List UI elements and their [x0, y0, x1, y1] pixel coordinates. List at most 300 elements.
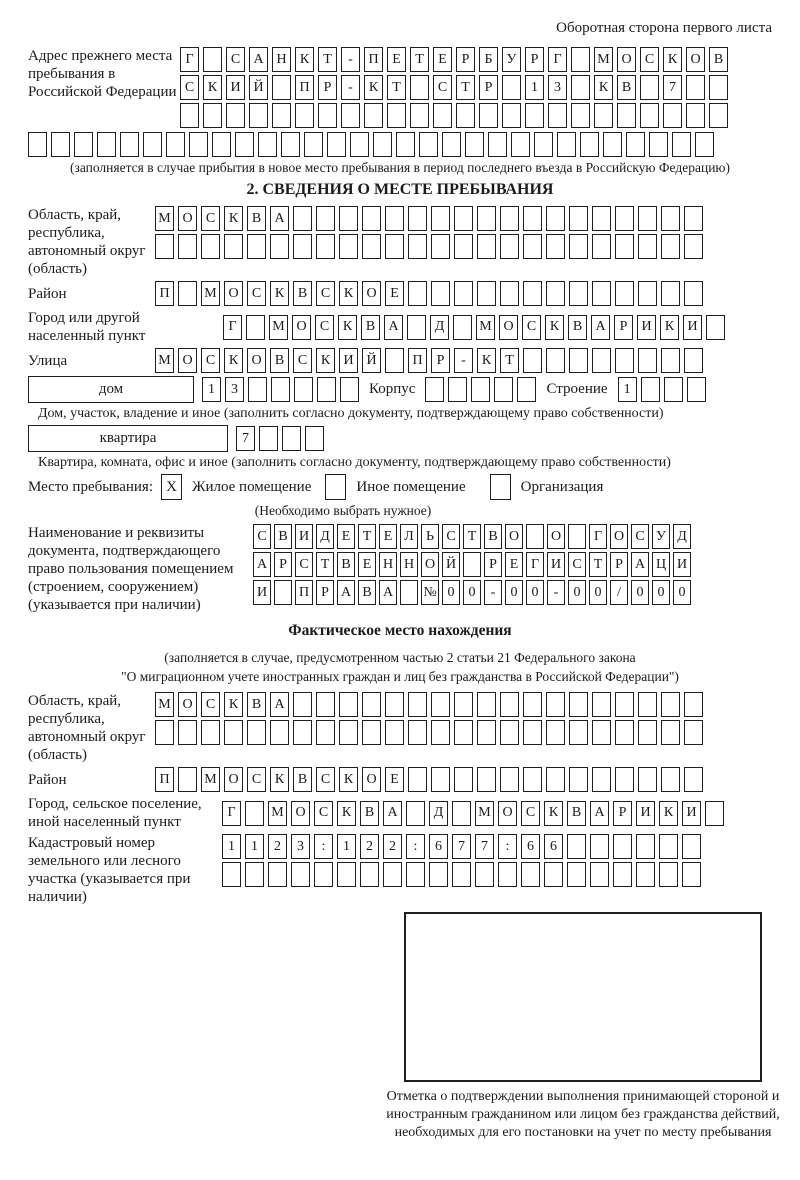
char-box[interactable] [684, 234, 703, 259]
char-box[interactable]: Р [613, 801, 632, 826]
char-box[interactable]: В [709, 47, 728, 72]
char-box[interactable]: М [201, 767, 220, 792]
char-box[interactable] [452, 801, 471, 826]
apartment-field[interactable] [28, 425, 228, 452]
char-box[interactable] [339, 720, 358, 745]
char-box[interactable] [454, 767, 473, 792]
char-box[interactable] [201, 234, 220, 259]
char-box[interactable]: С [316, 281, 335, 306]
char-box[interactable] [592, 348, 611, 373]
char-box[interactable]: Н [272, 47, 291, 72]
char-box[interactable] [120, 132, 139, 157]
char-box[interactable]: К [224, 206, 243, 231]
char-box[interactable]: С [631, 524, 649, 549]
char-box[interactable]: В [567, 801, 586, 826]
char-box[interactable]: С [226, 47, 245, 72]
char-box[interactable] [477, 234, 496, 259]
char-box[interactable]: Е [337, 524, 355, 549]
char-box[interactable] [408, 720, 427, 745]
char-box[interactable] [567, 834, 586, 859]
char-box[interactable]: М [476, 315, 495, 340]
char-box[interactable] [477, 767, 496, 792]
char-box[interactable]: Б [479, 47, 498, 72]
char-box[interactable]: М [155, 692, 174, 717]
char-box[interactable]: Т [456, 75, 475, 100]
char-box[interactable]: К [659, 801, 678, 826]
char-box[interactable] [180, 103, 199, 128]
char-box[interactable] [626, 132, 645, 157]
char-box[interactable] [705, 801, 724, 826]
char-box[interactable] [385, 692, 404, 717]
char-box[interactable]: Т [500, 348, 519, 373]
char-box[interactable] [500, 281, 519, 306]
char-box[interactable] [580, 132, 599, 157]
char-box[interactable]: Е [387, 47, 406, 72]
char-box[interactable]: О [178, 348, 197, 373]
char-box[interactable] [477, 720, 496, 745]
char-box[interactable] [246, 315, 265, 340]
char-box[interactable]: : [498, 834, 517, 859]
char-box[interactable]: О [547, 524, 565, 549]
house-field[interactable] [28, 376, 194, 403]
char-box[interactable]: 0 [589, 580, 607, 605]
char-box[interactable] [431, 206, 450, 231]
char-box[interactable] [523, 720, 542, 745]
char-box[interactable] [523, 234, 542, 259]
char-box[interactable] [155, 720, 174, 745]
char-box[interactable]: К [477, 348, 496, 373]
char-box[interactable] [684, 206, 703, 231]
char-box[interactable] [339, 692, 358, 717]
char-box[interactable] [695, 132, 714, 157]
char-box[interactable] [51, 132, 70, 157]
char-box[interactable]: 3 [548, 75, 567, 100]
char-box[interactable] [661, 281, 680, 306]
char-box[interactable]: Л [400, 524, 418, 549]
char-box[interactable] [456, 103, 475, 128]
char-box[interactable]: С [180, 75, 199, 100]
char-box[interactable] [408, 767, 427, 792]
char-box[interactable]: П [155, 281, 174, 306]
char-box[interactable]: М [268, 801, 287, 826]
char-box[interactable]: 0 [673, 580, 691, 605]
char-box[interactable]: Г [180, 47, 199, 72]
char-box[interactable] [155, 234, 174, 259]
char-box[interactable] [686, 75, 705, 100]
char-box[interactable] [661, 767, 680, 792]
char-box[interactable]: П [408, 348, 427, 373]
char-box[interactable] [534, 132, 553, 157]
char-box[interactable] [203, 47, 222, 72]
char-box[interactable]: О [686, 47, 705, 72]
char-box[interactable] [305, 426, 324, 451]
char-box[interactable] [546, 767, 565, 792]
char-box[interactable]: М [475, 801, 494, 826]
char-box[interactable]: 0 [652, 580, 670, 605]
char-box[interactable] [258, 132, 277, 157]
char-box[interactable]: К [224, 348, 243, 373]
char-box[interactable]: С [314, 801, 333, 826]
char-box[interactable] [613, 862, 632, 887]
char-box[interactable] [396, 132, 415, 157]
char-box[interactable] [454, 692, 473, 717]
char-box[interactable] [224, 234, 243, 259]
char-box[interactable]: О [617, 47, 636, 72]
char-box[interactable]: У [502, 47, 521, 72]
char-box[interactable]: К [270, 767, 289, 792]
char-box[interactable] [178, 720, 197, 745]
char-box[interactable] [684, 281, 703, 306]
char-box[interactable] [594, 103, 613, 128]
char-box[interactable]: Р [479, 75, 498, 100]
char-box[interactable] [325, 474, 346, 500]
char-box[interactable] [590, 834, 609, 859]
char-box[interactable] [663, 103, 682, 128]
char-box[interactable]: С [295, 552, 313, 577]
char-box[interactable]: Ц [652, 552, 670, 577]
char-box[interactable]: С [201, 692, 220, 717]
char-box[interactable]: С [640, 47, 659, 72]
char-box[interactable] [337, 862, 356, 887]
char-box[interactable] [526, 524, 544, 549]
char-box[interactable]: А [379, 580, 397, 605]
char-box[interactable] [373, 132, 392, 157]
char-box[interactable]: 1 [222, 834, 241, 859]
char-box[interactable]: Д [430, 315, 449, 340]
char-box[interactable] [166, 132, 185, 157]
char-box[interactable] [28, 132, 47, 157]
char-box[interactable]: К [337, 801, 356, 826]
char-box[interactable]: / [610, 580, 628, 605]
char-box[interactable] [592, 692, 611, 717]
char-box[interactable] [638, 206, 657, 231]
char-box[interactable]: О [292, 315, 311, 340]
char-box[interactable] [569, 281, 588, 306]
char-box[interactable]: Е [505, 552, 523, 577]
char-box[interactable] [271, 377, 290, 402]
char-box[interactable] [661, 720, 680, 745]
char-box[interactable]: Й [442, 552, 460, 577]
char-box[interactable]: С [253, 524, 271, 549]
char-box[interactable]: Д [316, 524, 334, 549]
char-box[interactable] [245, 862, 264, 887]
char-box[interactable] [475, 862, 494, 887]
char-box[interactable]: Е [379, 524, 397, 549]
char-box[interactable] [661, 234, 680, 259]
char-box[interactable] [638, 348, 657, 373]
char-box[interactable] [201, 720, 220, 745]
char-box[interactable]: К [203, 75, 222, 100]
char-box[interactable] [293, 692, 312, 717]
char-box[interactable]: 1 [245, 834, 264, 859]
char-box[interactable] [615, 206, 634, 231]
char-box[interactable] [523, 692, 542, 717]
char-box[interactable]: 0 [568, 580, 586, 605]
char-box[interactable] [709, 103, 728, 128]
char-box[interactable] [592, 234, 611, 259]
char-box[interactable]: М [594, 47, 613, 72]
char-box[interactable] [613, 834, 632, 859]
char-box[interactable] [226, 103, 245, 128]
char-box[interactable] [502, 103, 521, 128]
char-box[interactable] [431, 281, 450, 306]
char-box[interactable] [569, 206, 588, 231]
char-box[interactable]: В [247, 692, 266, 717]
char-box[interactable]: Г [223, 315, 242, 340]
char-box[interactable]: К [660, 315, 679, 340]
char-box[interactable] [291, 862, 310, 887]
char-box[interactable]: Р [318, 75, 337, 100]
char-box[interactable] [661, 348, 680, 373]
char-box[interactable] [615, 281, 634, 306]
char-box[interactable] [383, 862, 402, 887]
char-box[interactable] [406, 862, 425, 887]
char-box[interactable] [431, 720, 450, 745]
char-box[interactable]: И [682, 801, 701, 826]
char-box[interactable] [385, 234, 404, 259]
char-box[interactable] [640, 75, 659, 100]
char-box[interactable]: Е [358, 552, 376, 577]
char-box[interactable]: В [274, 524, 292, 549]
char-box[interactable]: А [590, 801, 609, 826]
char-box[interactable] [453, 315, 472, 340]
char-box[interactable] [274, 580, 292, 605]
char-box[interactable]: К [295, 47, 314, 72]
char-box[interactable]: - [547, 580, 565, 605]
char-box[interactable]: С [315, 315, 334, 340]
char-box[interactable] [248, 377, 267, 402]
char-box[interactable] [477, 281, 496, 306]
char-box[interactable] [638, 692, 657, 717]
char-box[interactable] [638, 281, 657, 306]
char-box[interactable] [546, 720, 565, 745]
char-box[interactable] [525, 103, 544, 128]
char-box[interactable]: № [421, 580, 439, 605]
char-box[interactable]: О [362, 281, 381, 306]
char-box[interactable]: 0 [526, 580, 544, 605]
char-box[interactable]: 1 [525, 75, 544, 100]
char-box[interactable] [638, 767, 657, 792]
char-box[interactable] [360, 862, 379, 887]
char-box[interactable]: К [339, 281, 358, 306]
char-box[interactable] [546, 348, 565, 373]
char-box[interactable] [245, 801, 264, 826]
char-box[interactable] [569, 692, 588, 717]
char-box[interactable] [636, 834, 655, 859]
char-box[interactable]: С [201, 206, 220, 231]
char-box[interactable] [615, 348, 634, 373]
char-box[interactable] [419, 132, 438, 157]
char-box[interactable]: - [341, 47, 360, 72]
char-box[interactable] [362, 234, 381, 259]
char-box[interactable]: Р [274, 552, 292, 577]
char-box[interactable] [454, 206, 473, 231]
char-box[interactable]: С [201, 348, 220, 373]
char-box[interactable] [431, 767, 450, 792]
char-box[interactable]: 0 [442, 580, 460, 605]
char-box[interactable]: Д [429, 801, 448, 826]
char-box[interactable] [454, 281, 473, 306]
char-box[interactable]: И [253, 580, 271, 605]
char-box[interactable] [569, 767, 588, 792]
char-box[interactable] [362, 720, 381, 745]
char-box[interactable] [557, 132, 576, 157]
char-box[interactable]: Г [548, 47, 567, 72]
char-box[interactable] [293, 206, 312, 231]
char-box[interactable] [640, 103, 659, 128]
char-box[interactable]: С [316, 767, 335, 792]
char-box[interactable] [341, 103, 360, 128]
char-box[interactable]: И [673, 552, 691, 577]
char-box[interactable] [272, 75, 291, 100]
char-box[interactable] [569, 234, 588, 259]
char-box[interactable] [408, 281, 427, 306]
char-box[interactable] [385, 206, 404, 231]
char-box[interactable]: М [155, 206, 174, 231]
char-box[interactable]: : [406, 834, 425, 859]
char-box[interactable]: В [617, 75, 636, 100]
char-box[interactable]: 2 [383, 834, 402, 859]
char-box[interactable]: Р [431, 348, 450, 373]
char-box[interactable] [546, 692, 565, 717]
char-box[interactable]: А [249, 47, 268, 72]
char-box[interactable]: 7 [236, 426, 255, 451]
char-box[interactable] [546, 281, 565, 306]
char-box[interactable]: 3 [291, 834, 310, 859]
char-box[interactable] [425, 377, 444, 402]
char-box[interactable]: О [362, 767, 381, 792]
char-box[interactable]: Ь [421, 524, 439, 549]
char-box[interactable]: 0 [505, 580, 523, 605]
char-box[interactable]: К [594, 75, 613, 100]
char-box[interactable] [603, 132, 622, 157]
char-box[interactable] [571, 47, 590, 72]
char-box[interactable]: А [631, 552, 649, 577]
char-box[interactable] [592, 206, 611, 231]
char-box[interactable]: Е [385, 767, 404, 792]
char-box[interactable] [649, 132, 668, 157]
char-box[interactable]: С [247, 767, 266, 792]
char-box[interactable]: В [270, 348, 289, 373]
char-box[interactable] [362, 692, 381, 717]
char-box[interactable]: С [521, 801, 540, 826]
char-box[interactable]: А [591, 315, 610, 340]
char-box[interactable]: О [499, 315, 518, 340]
char-box[interactable]: П [295, 75, 314, 100]
char-box[interactable] [523, 206, 542, 231]
char-box[interactable] [659, 834, 678, 859]
char-box[interactable] [500, 720, 519, 745]
char-box[interactable]: О [178, 206, 197, 231]
char-box[interactable]: : [314, 834, 333, 859]
char-box[interactable]: В [360, 801, 379, 826]
char-box[interactable]: В [568, 315, 587, 340]
char-box[interactable] [407, 315, 426, 340]
char-box[interactable] [259, 426, 278, 451]
char-box[interactable]: - [484, 580, 502, 605]
char-box[interactable] [316, 692, 335, 717]
char-box[interactable]: О [178, 692, 197, 717]
char-box[interactable] [661, 692, 680, 717]
char-box[interactable]: О [247, 348, 266, 373]
char-box[interactable] [431, 692, 450, 717]
char-box[interactable] [479, 103, 498, 128]
char-box[interactable]: Р [484, 552, 502, 577]
char-box[interactable]: И [295, 524, 313, 549]
char-box[interactable] [592, 720, 611, 745]
char-box[interactable] [454, 234, 473, 259]
char-box[interactable] [615, 720, 634, 745]
char-box[interactable] [500, 692, 519, 717]
char-box[interactable]: Е [433, 47, 452, 72]
char-box[interactable]: 3 [225, 377, 244, 402]
char-box[interactable] [511, 132, 530, 157]
char-box[interactable] [431, 234, 450, 259]
char-box[interactable]: В [361, 315, 380, 340]
char-box[interactable]: Т [316, 552, 334, 577]
char-box[interactable] [544, 862, 563, 887]
char-box[interactable]: Г [589, 524, 607, 549]
char-box[interactable] [385, 720, 404, 745]
char-box[interactable]: А [337, 580, 355, 605]
char-box[interactable]: И [339, 348, 358, 373]
char-box[interactable]: О [224, 767, 243, 792]
char-box[interactable] [638, 720, 657, 745]
char-box[interactable] [546, 206, 565, 231]
char-box[interactable] [682, 862, 701, 887]
char-box[interactable] [340, 377, 359, 402]
char-box[interactable]: И [683, 315, 702, 340]
char-box[interactable] [463, 552, 481, 577]
char-box[interactable]: С [293, 348, 312, 373]
char-box[interactable] [477, 206, 496, 231]
char-box[interactable] [270, 720, 289, 745]
char-box[interactable]: К [338, 315, 357, 340]
char-box[interactable]: Р [456, 47, 475, 72]
char-box[interactable]: 1 [618, 377, 637, 402]
char-box[interactable] [615, 234, 634, 259]
char-box[interactable]: И [226, 75, 245, 100]
char-box[interactable]: О [505, 524, 523, 549]
char-box[interactable]: М [155, 348, 174, 373]
char-box[interactable]: А [383, 801, 402, 826]
char-box[interactable]: Й [249, 75, 268, 100]
char-box[interactable] [304, 132, 323, 157]
char-box[interactable] [97, 132, 116, 157]
char-box[interactable]: В [337, 552, 355, 577]
char-box[interactable] [615, 767, 634, 792]
char-box[interactable]: Р [610, 552, 628, 577]
char-box[interactable] [488, 132, 507, 157]
char-box[interactable] [638, 234, 657, 259]
char-box[interactable] [408, 692, 427, 717]
char-box[interactable]: 1 [202, 377, 221, 402]
char-box[interactable]: Р [525, 47, 544, 72]
char-box[interactable] [706, 315, 725, 340]
char-box[interactable]: В [293, 281, 312, 306]
char-box[interactable]: Т [463, 524, 481, 549]
char-box[interactable] [282, 426, 301, 451]
char-box[interactable]: 6 [429, 834, 448, 859]
char-box[interactable] [548, 103, 567, 128]
char-box[interactable]: И [636, 801, 655, 826]
char-box[interactable] [433, 103, 452, 128]
char-box[interactable]: 1 [337, 834, 356, 859]
char-box[interactable] [268, 862, 287, 887]
char-box[interactable] [364, 103, 383, 128]
char-box[interactable] [500, 206, 519, 231]
char-box[interactable]: П [364, 47, 383, 72]
